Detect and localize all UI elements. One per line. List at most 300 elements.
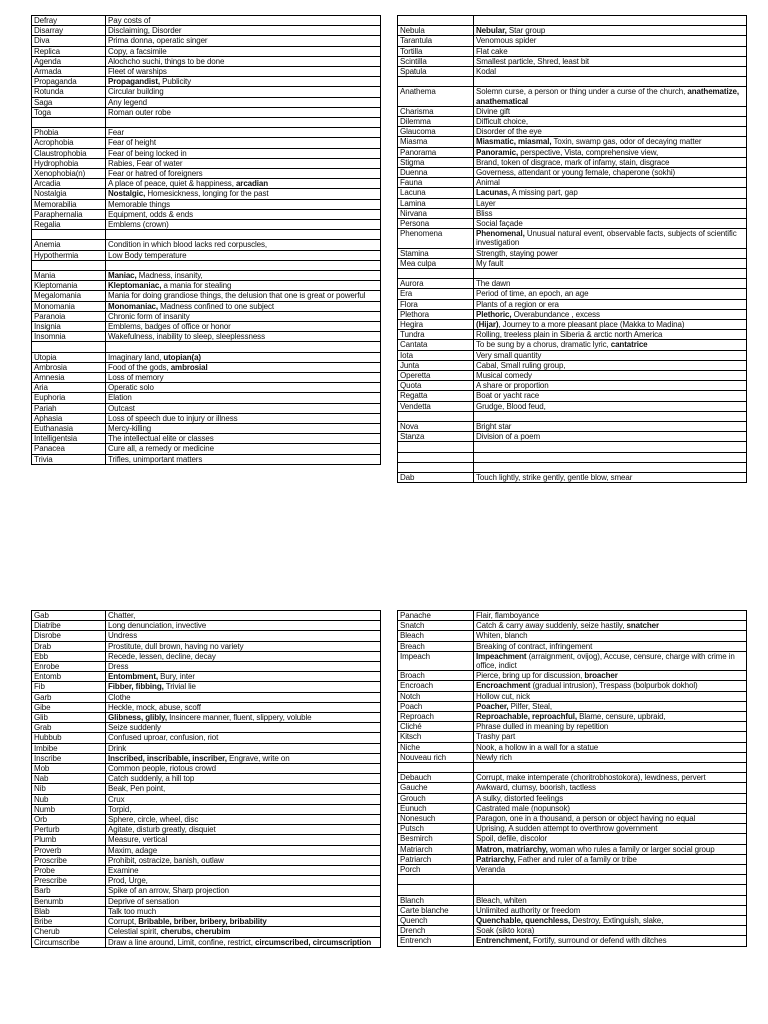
word-cell: Cherub: [32, 927, 106, 937]
meaning-text: Bury, inter: [158, 672, 195, 682]
meaning-text: Spike of an arrow, Sharp projection: [108, 886, 230, 896]
word-cell: Hydrophobia: [32, 158, 106, 168]
meaning-cell: [474, 340, 747, 350]
meaning-cell: [106, 434, 381, 444]
meaning-cell: [474, 432, 747, 442]
word-cell: Ambrosia: [32, 362, 106, 372]
meaning-bold-text: (Hijar): [476, 320, 499, 330]
word-cell: Benumb: [32, 896, 106, 906]
meaning-cell: [106, 733, 381, 743]
meaning-cell: [106, 753, 381, 763]
word-cell: Panacea: [32, 444, 106, 454]
table-row: [32, 16, 381, 26]
meaning-text: Bright star: [476, 422, 512, 432]
word-cell: Nonesuch: [398, 814, 474, 824]
meaning-text: Madness, insanity,: [136, 271, 203, 281]
meaning-text: Social façade: [476, 219, 523, 229]
table-row: [32, 383, 381, 393]
table-row: [32, 250, 381, 260]
table-row: [32, 169, 381, 179]
word-cell: Cantata: [398, 340, 474, 350]
meaning-text: Chronic form of insanity: [108, 311, 190, 321]
meaning-text: Phrase dulled in meaning by repetition: [476, 722, 609, 732]
meaning-text: Examine: [108, 866, 139, 876]
meaning-cell: [474, 350, 747, 360]
word-cell: Euphoria: [32, 393, 106, 403]
word-cell: Ebb: [32, 651, 106, 661]
meaning-cell: [106, 281, 381, 291]
meaning-bold-text: Encroachment: [476, 681, 531, 691]
meaning-cell: [474, 916, 747, 926]
table-row: [32, 26, 381, 36]
meaning-text: Flat cake: [476, 46, 508, 56]
word-cell: [398, 763, 474, 773]
meaning-cell: [474, 854, 747, 864]
meaning-cell: [474, 67, 747, 77]
word-cell: Nab: [32, 774, 106, 784]
table-row: [398, 77, 747, 87]
meaning-cell: [474, 56, 747, 66]
word-cell: Drench: [398, 926, 474, 936]
meaning-cell: [106, 36, 381, 46]
table-row: [32, 702, 381, 712]
meaning-cell: [474, 844, 747, 854]
meaning-text: Homesickness, longing for the past: [145, 189, 269, 199]
meaning-cell: [474, 208, 747, 218]
table-row: [398, 229, 747, 248]
meaning-text: Cure all, a remedy or medicine: [108, 444, 214, 454]
meaning-cell: [106, 692, 381, 702]
table-row: [32, 97, 381, 107]
meaning-cell: [474, 752, 747, 762]
meaning-cell: [474, 422, 747, 432]
word-cell: Plumb: [32, 835, 106, 845]
meaning-text: A sulky, distorted feelings: [476, 793, 563, 803]
meaning-text: Nook, a hollow in a wall for a statue: [476, 742, 599, 752]
word-cell: Anathema: [398, 87, 474, 106]
table-row: [32, 87, 381, 97]
word-cell: Gauche: [398, 783, 474, 793]
meaning-text: Disorder of the eye: [476, 127, 542, 137]
meaning-cell: [106, 77, 381, 87]
meaning-text: Catch & carry away suddenly, seize hastily,: [476, 621, 627, 631]
word-cell: Tortilla: [398, 46, 474, 56]
meaning-bold-text: Propagandist,: [108, 77, 161, 87]
meaning-text: Flair, flamboyance: [476, 611, 540, 620]
word-cell: Spatula: [398, 67, 474, 77]
word-cell: Nebula: [398, 26, 474, 36]
meaning-bold-text: Phenomenal,: [476, 229, 525, 239]
meaning-bold-text: utopian(a): [163, 352, 201, 362]
meaning-cell: [474, 258, 747, 268]
table-row: [398, 473, 747, 483]
meaning-cell: [106, 179, 381, 189]
meaning-bold-text: Monomaniac,: [108, 301, 159, 311]
meaning-text: Division of a poem: [476, 432, 541, 442]
meaning-cell: [474, 36, 747, 46]
word-cell: [32, 342, 106, 352]
meaning-cell: [474, 147, 747, 157]
table-row: [398, 895, 747, 905]
table-row: [398, 401, 747, 411]
meaning-cell: [474, 926, 747, 936]
meaning-cell: [474, 651, 747, 670]
meaning-text: Grudge, Blood feud,: [476, 401, 546, 411]
meaning-cell: [106, 209, 381, 219]
meaning-text: Memorable things: [108, 199, 170, 209]
table-row: [32, 199, 381, 209]
meaning-cell: [106, 67, 381, 77]
meaning-bold-text: Impeachment: [476, 651, 527, 661]
table-row: [32, 56, 381, 66]
word-cell: Panorama: [398, 147, 474, 157]
table-row: [398, 26, 747, 36]
meaning-cell: [474, 875, 747, 885]
word-cell: Proscribe: [32, 855, 106, 865]
meaning-cell: [106, 723, 381, 733]
table-row: [32, 662, 381, 672]
meaning-cell: [106, 169, 381, 179]
meaning-text: Cabal, Small ruling group,: [476, 360, 566, 370]
meaning-text: Circular building: [108, 87, 164, 97]
table-row: [32, 896, 381, 906]
table-row: [32, 158, 381, 168]
word-cell: Debauch: [398, 773, 474, 783]
table-row: [398, 691, 747, 701]
word-cell: Acrophobia: [32, 138, 106, 148]
word-cell: Miasma: [398, 137, 474, 147]
meaning-cell: [106, 26, 381, 36]
meaning-bold-text: arcadian: [235, 179, 269, 189]
meaning-cell: [474, 691, 747, 701]
meaning-text: Confused uproar, confusion, riot: [108, 733, 219, 743]
meaning-text: The intellectual elite or classes: [108, 434, 214, 444]
word-cell: Carte blanche: [398, 905, 474, 915]
word-cell: [398, 16, 474, 26]
meaning-bold-text: Plethoric,: [476, 309, 512, 319]
meaning-text: Undress: [108, 631, 138, 641]
word-cell: Perturb: [32, 825, 106, 835]
table-row: [32, 917, 381, 927]
meaning-cell: [106, 332, 381, 342]
meaning-text: Soak (sikto kora): [476, 926, 535, 936]
meaning-cell: [106, 662, 381, 672]
meaning-cell: [106, 148, 381, 158]
table-row: [32, 332, 381, 342]
meaning-cell: [106, 444, 381, 454]
meaning-text: My fault: [476, 258, 504, 268]
table-row: [398, 722, 747, 732]
table-row: [32, 651, 381, 661]
word-cell: Nostalgia: [32, 189, 106, 199]
table-row: [32, 291, 381, 301]
meaning-cell: [474, 279, 747, 289]
meaning-text: Whiten, blanch: [476, 631, 528, 641]
table-row: [398, 188, 747, 198]
meaning-text: woman who rules a family or larger social group: [547, 844, 715, 854]
table-row: [32, 631, 381, 641]
table-row: [32, 403, 381, 413]
meaning-text: Draw a line around, Limit, confine, restrict,: [108, 937, 256, 947]
meaning-text: Fear: [108, 128, 125, 138]
word-cell: Junta: [398, 360, 474, 370]
table-row: [32, 855, 381, 865]
table-row: [398, 46, 747, 56]
meaning-text: Talk too much: [108, 906, 157, 916]
meaning-cell: [474, 127, 747, 137]
meaning-text: Bliss: [476, 208, 493, 218]
word-cell: Kitsch: [398, 732, 474, 742]
meaning-text: Sphere, circle, wheel, disc: [108, 815, 199, 825]
meaning-bold-text: Nostalgic,: [108, 189, 146, 199]
meaning-cell: [106, 322, 381, 332]
table-row: [32, 845, 381, 855]
word-cell: Aria: [32, 383, 106, 393]
word-cell: [398, 452, 474, 462]
table-row: [398, 340, 747, 350]
meaning-cell: [474, 936, 747, 946]
table-row: [398, 309, 747, 319]
meaning-bold-text: Miasmatic, miasmal,: [476, 137, 552, 147]
table-row: [32, 753, 381, 763]
table-row: [398, 671, 747, 681]
meaning-cell: [106, 250, 381, 260]
word-cell: Utopia: [32, 352, 106, 362]
table-row: [398, 701, 747, 711]
meaning-text: Divine gift: [476, 106, 511, 116]
meaning-cell: [474, 391, 747, 401]
meaning-cell: [106, 373, 381, 383]
word-cell: Dab: [398, 473, 474, 483]
meaning-text: perspective, Vista, comprehensive view,: [518, 147, 659, 157]
word-cell: Defray: [32, 16, 106, 26]
table-row: [398, 844, 747, 854]
word-cell: Grab: [32, 723, 106, 733]
table-row: [398, 16, 747, 26]
meaning-text: Unusual natural event, observable facts, subjects of scientific investigation: [476, 229, 737, 248]
meaning-cell: [106, 794, 381, 804]
word-cell: Blanch: [398, 895, 474, 905]
meaning-text: Trifles, unimportant matters: [108, 454, 203, 464]
meaning-text: Measure, vertical: [108, 835, 168, 845]
table-row: [398, 854, 747, 864]
meaning-text: Deprive of sensation: [108, 896, 179, 906]
table-row: [398, 87, 747, 106]
meaning-text: Trivial lie: [163, 682, 196, 692]
meaning-text: Catch suddenly, a hill top: [108, 774, 195, 784]
meaning-cell: [106, 16, 381, 26]
meaning-cell: [106, 189, 381, 199]
table-row: [398, 147, 747, 157]
meaning-text: Kodal: [476, 67, 496, 76]
meaning-text: Seize suddenly: [108, 723, 161, 733]
meaning-bold-text: Poacher,: [476, 701, 509, 711]
table-row: [32, 46, 381, 56]
table-row: [32, 352, 381, 362]
meaning-text: Agitate, disturb greatly, disquiet: [108, 825, 216, 835]
word-cell: Scintilla: [398, 56, 474, 66]
meaning-text: a mania for stealing: [161, 281, 232, 291]
table-row: [32, 322, 381, 332]
table-row: [32, 641, 381, 651]
meaning-cell: [474, 895, 747, 905]
word-cell: [398, 875, 474, 885]
table-row: [398, 611, 747, 621]
table-row: [32, 311, 381, 321]
meaning-text: Venomous spider: [476, 36, 537, 46]
meaning-text: Rolling, treeless plain in Siberia & arctic north America: [476, 330, 663, 340]
table-row: [398, 712, 747, 722]
meaning-text: Smallest particle, Shred, least bit: [476, 56, 589, 66]
meaning-text: Corrupt,: [108, 917, 139, 927]
word-cell: Nirvana: [398, 208, 474, 218]
word-cell: Duenna: [398, 168, 474, 178]
meaning-text: A place of peace, quiet & happiness,: [108, 179, 236, 189]
table-row: [32, 733, 381, 743]
table-row: [32, 682, 381, 692]
table-row: [398, 631, 747, 641]
word-cell: Aphasia: [32, 413, 106, 423]
table-row: [398, 219, 747, 229]
table-row: [398, 36, 747, 46]
meaning-text: To be sung by a chorus, dramatic lyric,: [476, 340, 611, 350]
table-row: [398, 117, 747, 127]
word-cell: Reproach: [398, 712, 474, 722]
meaning-text: Paragon, one in a thousand, a person or object having no equal: [476, 814, 696, 824]
meaning-bold-text: Quenchable, quenchless,: [476, 916, 571, 926]
meaning-cell: [106, 631, 381, 641]
meaning-text: Uprising, A sudden attempt to overthrow government: [476, 824, 658, 834]
meaning-text: Trashy part: [476, 732, 516, 742]
table-row: [32, 906, 381, 916]
word-cell: Garb: [32, 692, 106, 702]
meaning-text: Publicity: [160, 77, 192, 87]
table-row: [32, 672, 381, 682]
word-cell: Cliché: [398, 722, 474, 732]
vocab-table-1: [31, 15, 381, 465]
table-row: [32, 36, 381, 46]
meaning-cell: [106, 383, 381, 393]
meaning-cell: [474, 411, 747, 421]
word-cell: Rotunda: [32, 87, 106, 97]
table-row: [398, 916, 747, 926]
meaning-bold-text: ambrosial: [170, 362, 208, 372]
table-row: [32, 434, 381, 444]
table-row: [32, 393, 381, 403]
word-cell: Arcadia: [32, 179, 106, 189]
meaning-text: Pierce, bring up for discussion,: [476, 671, 585, 681]
meaning-text: The dawn: [476, 279, 511, 289]
word-cell: Flora: [398, 299, 474, 309]
meaning-cell: [106, 764, 381, 774]
meaning-text: A share or proportion: [476, 381, 549, 391]
meaning-cell: [474, 814, 747, 824]
table-row: [398, 783, 747, 793]
meaning-bold-text: cherubs, cherubim: [160, 927, 231, 937]
meaning-text: Imaginary land,: [108, 352, 164, 362]
meaning-cell: [474, 473, 747, 483]
word-cell: Impeach: [398, 651, 474, 670]
meaning-cell: [474, 168, 747, 178]
table-row: [398, 157, 747, 167]
meaning-text: Loss of speech due to injury or illness: [108, 413, 238, 423]
word-cell: Hegira: [398, 320, 474, 330]
word-cell: Inscribe: [32, 753, 106, 763]
meaning-cell: [106, 825, 381, 835]
meaning-text: Brand, token of disgrace, mark of infamy, stain, disgrace: [476, 157, 670, 167]
meaning-cell: [106, 107, 381, 117]
table-row: [398, 411, 747, 421]
meaning-bold-text: Panoramic,: [476, 147, 519, 157]
word-cell: Agenda: [32, 56, 106, 66]
meaning-cell: [106, 611, 381, 621]
meaning-bold-text: Reproachable, reproachful,: [476, 712, 577, 722]
meaning-cell: [474, 198, 747, 208]
word-cell: Bleach: [398, 631, 474, 641]
table-row: [32, 692, 381, 702]
meaning-cell: [106, 220, 381, 230]
meaning-cell: [474, 16, 747, 26]
meaning-cell: [106, 56, 381, 66]
meaning-text: Madness confined to one subject: [158, 301, 275, 311]
table-row: [32, 240, 381, 250]
word-cell: Persona: [398, 219, 474, 229]
word-cell: Operetta: [398, 371, 474, 381]
word-cell: Anemia: [32, 240, 106, 250]
table-row: [398, 279, 747, 289]
word-cell: Poach: [398, 701, 474, 711]
table-row: [32, 621, 381, 631]
word-cell: Mea culpa: [398, 258, 474, 268]
table-row: [398, 462, 747, 472]
meaning-text: Chatter,: [108, 611, 136, 620]
meaning-text: Toxin, swamp gas, odor of decaying matter: [551, 137, 702, 147]
table-row: [398, 289, 747, 299]
word-cell: Matriarch: [398, 844, 474, 854]
word-cell: Numb: [32, 804, 106, 814]
table-row: [32, 107, 381, 117]
word-cell: [32, 230, 106, 240]
meaning-text: Fear of height: [108, 138, 156, 148]
word-cell: Iota: [398, 350, 474, 360]
meaning-text: Roman outer robe: [108, 107, 171, 117]
word-cell: Probe: [32, 866, 106, 876]
word-cell: Mob: [32, 764, 106, 774]
meaning-cell: [474, 137, 747, 147]
meaning-text: Period of time, an epoch, an age: [476, 289, 589, 299]
meaning-text: Outcast: [108, 403, 135, 413]
word-cell: Tarantula: [398, 36, 474, 46]
word-cell: Vendetta: [398, 401, 474, 411]
table-row: [398, 350, 747, 360]
table-row: [398, 885, 747, 895]
meaning-cell: [106, 311, 381, 321]
meaning-cell: [106, 835, 381, 845]
table-row: [32, 454, 381, 464]
meaning-cell: [474, 87, 747, 106]
table-row: [398, 865, 747, 875]
table-row: [32, 927, 381, 937]
table-row: [398, 127, 747, 137]
meaning-text: Plants of a region or era: [476, 299, 559, 309]
meaning-text: Operatic solo: [108, 383, 154, 393]
table-row: [32, 342, 381, 352]
meaning-text: Prod, Urge,: [108, 876, 148, 886]
meaning-cell: [474, 106, 747, 116]
table-row: [398, 905, 747, 915]
table-row: [32, 67, 381, 77]
meaning-text: (gradual intrusion), Trespass (bolpurbok dokhol): [530, 681, 698, 691]
